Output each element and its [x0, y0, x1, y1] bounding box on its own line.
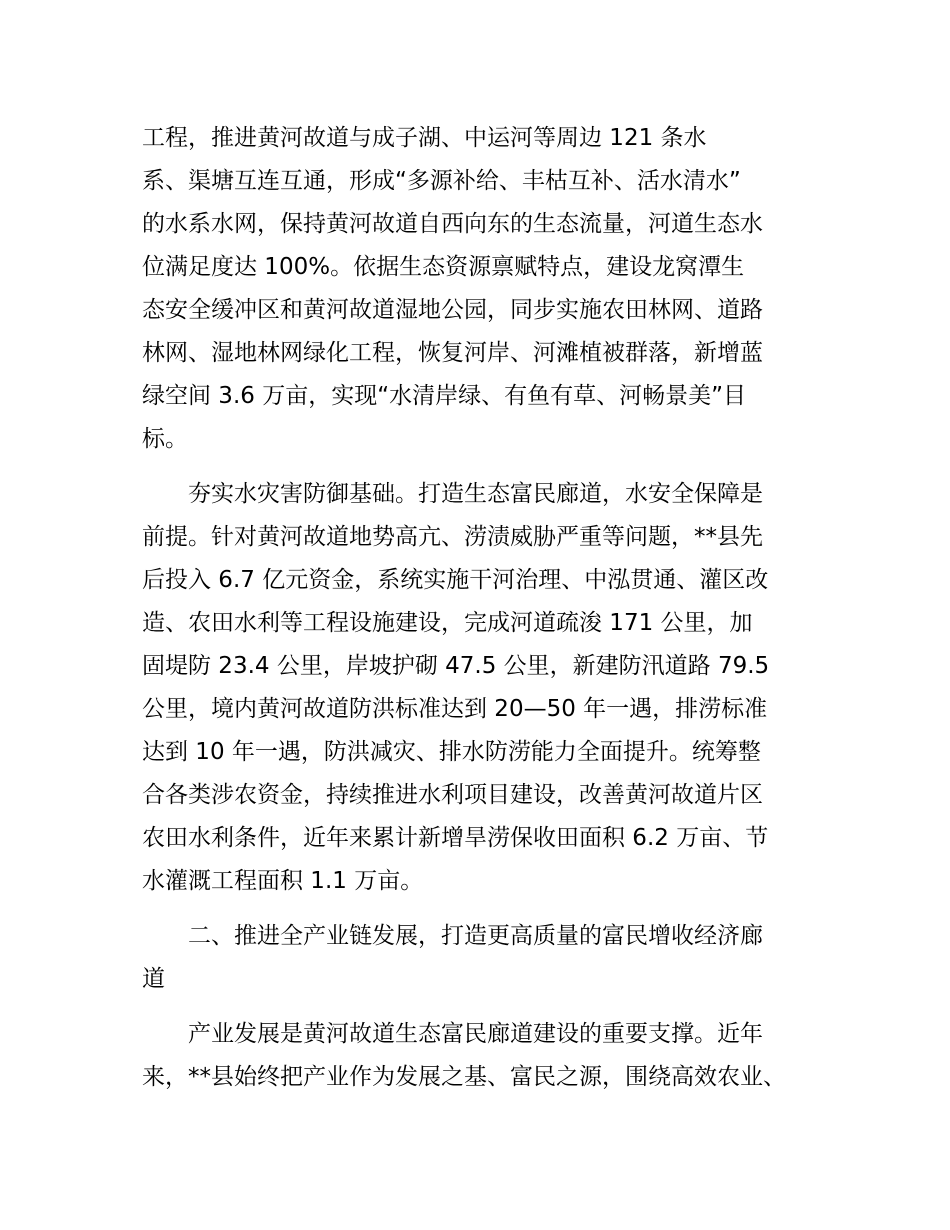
- text-line: 固堤防 23.4 公里，岸坡护砌 47.5 公里，新建防汛道路 79.5: [142, 653, 770, 679]
- text-line: 产业发展是黄河故道生态富民廊道建设的重要支撑。近年: [188, 1021, 763, 1047]
- paragraph-flood-defense: [142, 473, 832, 903]
- heading-line: 道: [142, 966, 165, 992]
- text-line: 工程，推进黄河故道与成子湖、中运河等周边 121 条水: [142, 125, 707, 151]
- paragraph-industry: [142, 1013, 832, 1099]
- text-line: 标。: [142, 426, 188, 452]
- text-line: 农田水利条件，近年来累计新增旱涝保收田面积 6.2 万亩、节: [142, 825, 769, 851]
- text-line: 系、渠塘互连互通，形成“多源补给、丰枯互补、活水清水”: [142, 168, 741, 194]
- text-line: 夯实水灾害防御基础。打造生态富民廊道，水安全保障是: [188, 481, 763, 507]
- text-line: 前提。针对黄河故道地势高亢、涝渍威胁严重等问题，**县先: [142, 524, 763, 550]
- text-line: 达到 10 年一遇，防洪减灾、排水防涝能力全面提升。统筹整: [142, 739, 761, 765]
- text-line: 后投入 6.7 亿元资金，系统实施干河治理、中泓贯通、灌区改: [142, 567, 769, 593]
- paragraph-water-network: [142, 117, 832, 461]
- text-line: 绿空间 3.6 万亩，实现“水清岸绿、有鱼有草、河畅景美”目: [142, 383, 747, 409]
- text-line: 态安全缓冲区和黄河故道湿地公园，同步实施农田林网、道路: [142, 297, 763, 323]
- heading-line: 二、推进全产业链发展，打造更高质量的富民增收经济廊: [188, 923, 763, 949]
- text-line: 造、农田水利等工程设施建设，完成河道疏浚 171 公里，加: [142, 610, 753, 636]
- document-body: [142, 117, 832, 1099]
- text-line: 位满足度达 100%。依据生态资源禀赋特点，建设龙窝潭生: [142, 254, 745, 280]
- text-line: 合各类涉农资金，持续推进水利项目建设，改善黄河故道片区: [142, 782, 763, 808]
- text-line: 林网、湿地林网绿化工程，恢复河岸、河滩植被群落，新增蓝: [142, 340, 763, 366]
- section-heading: [142, 915, 832, 1001]
- text-line: 水灌溉工程面积 1.1 万亩。: [142, 868, 424, 894]
- text-line: 来，**县始终把产业作为发展之基、富民之源，围绕高效农业、: [142, 1064, 786, 1090]
- text-line: 的水系水网，保持黄河故道自西向东的生态流量，河道生态水: [142, 211, 763, 237]
- text-line: 公里，境内黄河故道防洪标准达到 20—50 年一遇，排涝标准: [142, 696, 768, 722]
